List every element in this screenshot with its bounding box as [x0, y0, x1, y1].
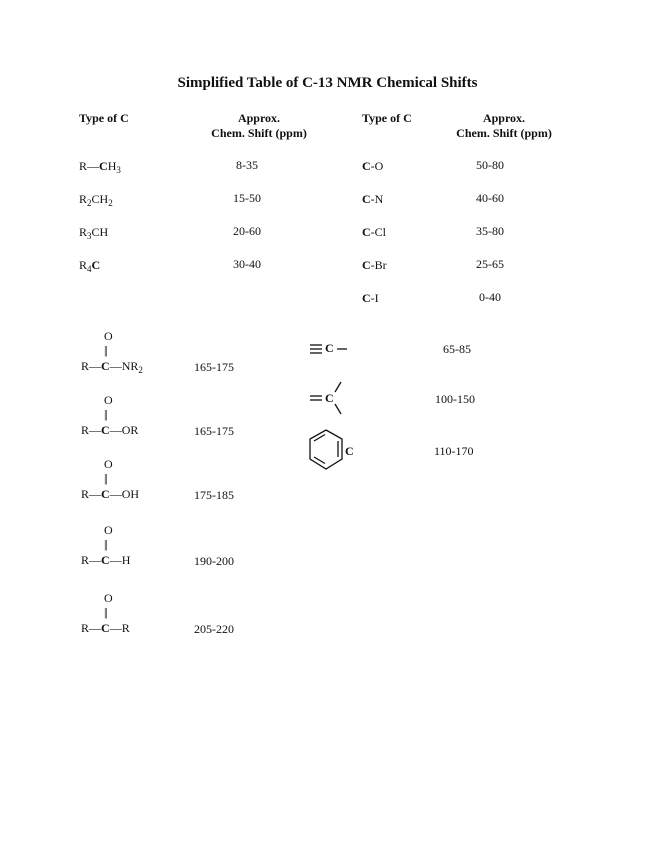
alkyne-carbon: C: [325, 341, 334, 355]
alkyl-shift-ch2: 15-50: [233, 191, 261, 205]
alkyl-prefix: R—: [79, 159, 100, 173]
header-shift-right: [444, 111, 564, 141]
carbonyl-left: R—: [81, 553, 102, 567]
alkyl-r: R: [79, 258, 88, 272]
alkyl-row-ch3: [79, 158, 121, 174]
hetero-carbon: C: [362, 258, 371, 272]
carbonyl-carbon: C: [101, 487, 110, 501]
hetero-carbon: C: [362, 291, 371, 305]
alkyl-row-c: [79, 257, 100, 273]
carbonyl-oxygen: O: [104, 523, 113, 537]
carbonyl-right: —H: [109, 553, 131, 567]
hetero-shift-co: 50-80: [476, 158, 504, 172]
hetero-carbon: C: [362, 159, 371, 173]
carbonyl-shift-ester: 165-175: [194, 424, 234, 438]
alkyl-r: R: [79, 192, 88, 206]
carbonyl-double-bond: ||: [104, 471, 107, 485]
hetero-atom: -I: [370, 291, 379, 305]
header-shift-right-line2: Chem. Shift (ppm): [456, 126, 552, 140]
alkyl-ch: CH: [91, 225, 109, 239]
carbonyl-double-bond: ||: [104, 605, 107, 619]
carbonyl-carbon: C: [101, 359, 110, 373]
alkyl-r: R: [79, 225, 88, 239]
carbonyl-right: —NR: [109, 359, 139, 373]
hetero-carbon: C: [362, 225, 371, 239]
alkyl-sub: 3: [116, 165, 121, 175]
alkyl-sub: 2: [108, 198, 113, 208]
hetero-row-cn: [362, 191, 383, 207]
alkyl-shift-ch: 20-60: [233, 224, 261, 238]
carbonyl-oxygen: O: [104, 329, 113, 343]
ring-outline: [310, 430, 342, 469]
carbonyl-left: R—: [81, 359, 102, 373]
alkyl-carbon: C: [99, 159, 108, 173]
single-bond-line: [335, 404, 341, 414]
hetero-atom: -Br: [370, 258, 387, 272]
carbonyl-shift-aldehyde: 190-200: [194, 554, 234, 568]
alkyne-shift: 65-85: [443, 342, 471, 356]
hetero-shift-cn: 40-60: [476, 191, 504, 205]
benzene-ring-icon: [306, 428, 350, 474]
hetero-atom: -Cl: [370, 225, 387, 239]
header-shift-left-line1: Approx.: [237, 111, 281, 125]
alkene-shift: 100-150: [435, 392, 475, 406]
carbonyl-right: —OH: [109, 487, 140, 501]
hetero-row-co: [362, 158, 383, 174]
aromatic-carbon: C: [345, 444, 354, 458]
alkyl-row-ch2: [79, 191, 113, 207]
carbonyl-carbon: C: [101, 621, 110, 635]
carbonyl-sub: 2: [138, 365, 143, 375]
header-type-left: Type of C: [79, 111, 129, 125]
hetero-carbon: C: [362, 192, 371, 206]
header-shift-left-line2: Chem. Shift (ppm): [211, 126, 307, 140]
alkyl-sub: 3: [87, 231, 92, 241]
header-type-right: Type of C: [362, 111, 412, 125]
alkyl-row-ch: [79, 224, 108, 240]
hetero-shift-ci: 0-40: [479, 290, 501, 304]
carbonyl-oxygen: O: [104, 457, 113, 471]
carbonyl-oxygen: O: [104, 393, 113, 407]
carbonyl-carbon: C: [101, 553, 110, 567]
single-bond-line: [335, 382, 341, 392]
hetero-atom: -O: [370, 159, 384, 173]
alkyl-shift-ch3: 8-35: [236, 158, 258, 172]
carbonyl-left: R—: [81, 487, 102, 501]
carbonyl-shift-ketone: 205-220: [194, 622, 234, 636]
hetero-atom: -N: [370, 192, 384, 206]
hetero-row-cbr: [362, 257, 387, 273]
carbonyl-left: R—: [81, 423, 102, 437]
hetero-row-ci: [362, 290, 379, 306]
carbonyl-oxygen: O: [104, 591, 113, 605]
carbonyl-double-bond: ||: [104, 407, 107, 421]
alkyl-ch: CH: [91, 192, 109, 206]
carbonyl-double-bond: ||: [104, 537, 107, 551]
hetero-shift-ccl: 35-80: [476, 224, 504, 238]
carbonyl-right: —R: [109, 621, 130, 635]
alkyl-carbon: C: [91, 258, 101, 272]
carbonyl-left: R—: [81, 621, 102, 635]
hetero-shift-cbr: 25-65: [476, 257, 504, 271]
header-shift-left: [199, 111, 319, 141]
header-shift-right-line1: Approx.: [482, 111, 526, 125]
aromatic-shift: 110-170: [434, 444, 474, 458]
page-title: Simplified Table of C-13 NMR Chemical Shifts: [177, 75, 478, 91]
carbonyl-double-bond: ||: [104, 343, 107, 357]
carbonyl-carbon: C: [101, 423, 110, 437]
alkene-carbon: C: [325, 391, 334, 405]
hetero-row-ccl: [362, 224, 386, 240]
carbonyl-shift-amide: 165-175: [194, 360, 234, 374]
alkyl-sub: 4: [87, 264, 92, 274]
carbonyl-shift-acid: 175-185: [194, 488, 234, 502]
carbonyl-right: —OR: [109, 423, 139, 437]
alkyl-shift-c: 30-40: [233, 257, 261, 271]
alkyl-suffix: H: [107, 159, 117, 173]
alkyl-sub: 2: [87, 198, 92, 208]
